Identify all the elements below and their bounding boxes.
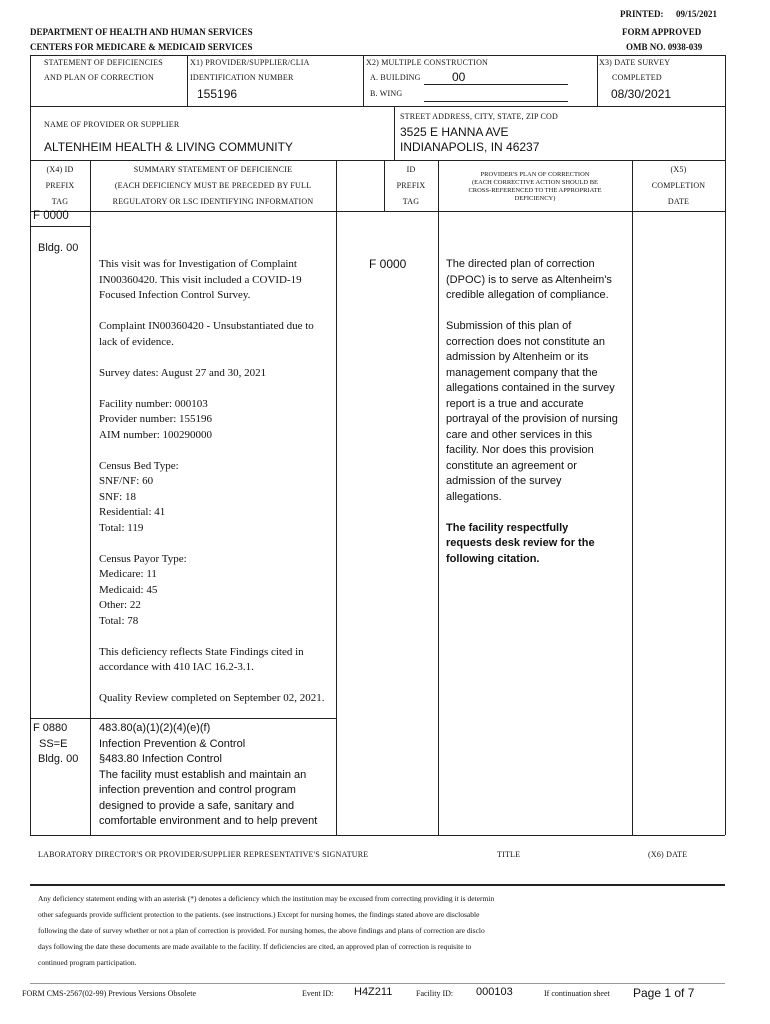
completed-label: COMPLETED bbox=[612, 73, 662, 82]
plan-line: correction does not constitute an bbox=[446, 335, 605, 348]
statement-label: STATEMENT OF DEFICIENCIES bbox=[44, 58, 163, 67]
plan-line: allegations contained in the survey bbox=[446, 382, 615, 394]
summary-line: SNF/NF: 60 bbox=[99, 475, 154, 487]
event-id-label: Event ID: bbox=[302, 989, 334, 998]
summary-statement bbox=[99, 257, 333, 707]
disclaimer-line: other safeguards provide sufficient protection to the patients. (see instructions.) Except for nursing homes, the findings stated above are disclosable bbox=[38, 910, 480, 919]
summary-header-2: (EACH DEFICIENCY MUST BE PRECEDED BY FULL bbox=[114, 181, 312, 190]
summary-line: Census Bed Type: bbox=[99, 459, 179, 472]
summary-line: Census Payor Type: bbox=[99, 552, 187, 565]
address-line2: INDIANAPOLIS, IN 46237 bbox=[400, 140, 540, 154]
department-title: DEPARTMENT OF HEALTH AND HUMAN SERVICES bbox=[30, 27, 253, 37]
census-payor-paragraph bbox=[99, 552, 333, 630]
id-tag-label: TAG bbox=[402, 197, 420, 206]
summary-line: infection prevention and control program bbox=[99, 784, 296, 796]
wing-label: B. WING bbox=[370, 89, 403, 98]
plan-line: allegations. bbox=[446, 490, 502, 503]
street-address-label: STREET ADDRESS, CITY, STATE, ZIP COD bbox=[400, 112, 558, 121]
plan-line: care and other services in this bbox=[446, 428, 593, 441]
date-survey-label: X3) DATE SURVEY bbox=[599, 58, 671, 67]
plan-header-4: DEFICIENCY) bbox=[514, 195, 556, 202]
summary-line: This visit was for Investigation of Complaint bbox=[99, 258, 297, 270]
bldg-tag-2: Bldg. 00 bbox=[38, 753, 79, 765]
summary-line: 483.80(a)(1)(2)(4)(e)(f) bbox=[99, 722, 211, 734]
printed-date: 09/15/2021 bbox=[676, 9, 718, 19]
identification-number-label: IDENTIFICATION NUMBER bbox=[190, 73, 294, 82]
id-tag-f0000: F 0000 bbox=[369, 257, 407, 271]
summary-line: comfortable environment and to help prevent bbox=[99, 815, 318, 827]
summary-line: Total: 119 bbox=[99, 521, 144, 534]
summary-line: Other: 22 bbox=[99, 599, 141, 611]
completion-date-label: DATE bbox=[667, 197, 690, 206]
summary-line: Facility number: 000103 bbox=[99, 397, 208, 410]
id-label: ID bbox=[406, 165, 416, 174]
plan-line: management company that the bbox=[446, 366, 598, 379]
summary-line: §483.80 Infection Control bbox=[99, 753, 222, 765]
multiple-construction-label: X2) MULTIPLE CONSTRUCTION bbox=[366, 58, 489, 67]
summary-line: Focused Infection Control Survey. bbox=[99, 289, 251, 301]
page-number: Page 1 of 7 bbox=[633, 986, 695, 1000]
continuation-label: If continuation sheet bbox=[544, 989, 610, 998]
plan-of-correction-label: AND PLAN OF CORRECTION bbox=[44, 73, 154, 82]
building-value: 00 bbox=[452, 70, 466, 84]
x4-id-label: (X4) ID bbox=[46, 165, 74, 174]
printed-label: PRINTED: bbox=[620, 9, 664, 19]
plan-line: report is a true and accurate bbox=[446, 397, 584, 410]
bldg-tag-1: Bldg. 00 bbox=[38, 242, 79, 254]
tag-f0000: F 0000 bbox=[33, 210, 69, 222]
x4-tag-label: TAG bbox=[51, 197, 69, 206]
disclaimer-line: Any deficiency statement ending with an asterisk (*) denotes a deficiency which the institution may be excused from correcting providing it is determin bbox=[38, 894, 495, 903]
x6-date-label: (X6) DATE bbox=[648, 850, 688, 859]
provider-name-value: ALTENHEIM HEALTH & LIVING COMMUNITY bbox=[44, 140, 293, 154]
summary-line: designed to provide a safe, sanitary and bbox=[99, 799, 295, 812]
summary-line: Medicaid: 45 bbox=[99, 583, 158, 596]
id-prefix-label: PREFIX bbox=[396, 181, 426, 190]
f0880-summary bbox=[99, 721, 335, 830]
plan-line: requests desk review for the bbox=[446, 537, 595, 549]
submission-paragraph bbox=[446, 319, 630, 505]
building-label: A. BUILDING bbox=[370, 73, 421, 82]
summary-line: accordance with 410 IAC 16.2-3.1. bbox=[99, 661, 254, 673]
plan-header-2: (EACH CORRECTIVE ACTION SHOULD BE bbox=[471, 179, 599, 186]
disclaimer bbox=[38, 891, 728, 971]
centers-title: CENTERS FOR MEDICARE & MEDICAID SERVICES bbox=[30, 42, 253, 52]
disclaimer-line: continued program participation. bbox=[38, 958, 137, 967]
summary-header-1: SUMMARY STATEMENT OF DEFICIENCIE bbox=[133, 165, 293, 174]
plan-line: The directed plan of correction bbox=[446, 258, 595, 270]
plan-header-1: PROVIDER'S PLAN OF CORRECTION bbox=[480, 171, 590, 178]
x4-prefix-label: PREFIX bbox=[45, 181, 75, 190]
summary-line: Quality Review completed on September 02, 2021. bbox=[99, 692, 325, 704]
facility-numbers-paragraph bbox=[99, 397, 333, 444]
facility-id-label: Facility ID: bbox=[416, 989, 454, 998]
form-approved: FORM APPROVED bbox=[622, 27, 702, 37]
summary-line: Residential: 41 bbox=[99, 506, 166, 518]
plan-line: (DPOC) is to serve as Altenheim's bbox=[446, 273, 612, 286]
plan-line: facility. Nor does this provision bbox=[446, 444, 594, 456]
census-bed-paragraph bbox=[99, 459, 333, 537]
plan-line: The facility respectfully bbox=[446, 521, 569, 534]
tag-ss-e: SS=E bbox=[39, 738, 68, 750]
plan-line: Submission of this plan of bbox=[446, 320, 572, 332]
summary-line: Complaint IN00360420 - Unsubstantiated due to bbox=[99, 320, 314, 332]
provider-number-value: 155196 bbox=[197, 87, 238, 101]
plan-line: following citation. bbox=[446, 552, 540, 565]
summary-line: Infection Prevention & Control bbox=[99, 737, 246, 750]
summary-line: lack of evidence. bbox=[99, 335, 174, 348]
summary-line: The facility must establish and maintain an bbox=[99, 768, 307, 781]
summary-line: Survey dates: August 27 and 30, 2021 bbox=[99, 366, 267, 379]
plan-of-correction bbox=[446, 257, 630, 567]
summary-line: Medicare: 11 bbox=[99, 568, 157, 580]
summary-line: IN00360420. This visit included a COVID-19 bbox=[99, 273, 302, 286]
summary-line: Total: 78 bbox=[99, 614, 139, 627]
facility-id-value: 000103 bbox=[476, 986, 513, 998]
summary-header-3: REGULATORY OR LSC IDENTIFYING INFORMATION bbox=[112, 197, 314, 206]
summary-line: SNF: 18 bbox=[99, 490, 136, 503]
provider-clia-label: X1) PROVIDER/SUPPLIER/CLIA bbox=[190, 58, 310, 67]
x5-label: (X5) bbox=[670, 165, 687, 174]
address-line1: 3525 E HANNA AVE bbox=[400, 125, 509, 139]
title-label: TITLE bbox=[497, 850, 521, 859]
director-signature-label: LABORATORY DIRECTOR'S OR PROVIDER/SUPPLIER REPRESENTATIVE'S SIGNATURE bbox=[38, 850, 369, 859]
dpoc-paragraph bbox=[446, 257, 630, 304]
state-findings-paragraph bbox=[99, 645, 333, 676]
summary-line: Provider number: 155196 bbox=[99, 413, 213, 425]
survey-dates-paragraph bbox=[99, 366, 333, 382]
quality-review-paragraph bbox=[99, 691, 333, 707]
plan-header-3: CROSS-REFERENCED TO THE APPROPRIATE bbox=[468, 187, 602, 194]
plan-line: portrayal of the provision of nursing bbox=[446, 413, 618, 425]
summary-line: This deficiency reflects State Findings cited in bbox=[99, 645, 304, 658]
omb-number: OMB NO. 0938-039 bbox=[626, 42, 703, 52]
plan-line: admission of the survey bbox=[446, 475, 562, 487]
disclaimer-line: days following the date these documents are made available to the facility. If deficiencies are cited, an approved plan of correction is requisite to bbox=[38, 942, 472, 951]
disclaimer-line: following the date of survey whether or not a plan of correction is provided. For nursing homes, the above findings and plans of correction are disclo bbox=[38, 926, 485, 935]
desk-review-paragraph bbox=[446, 521, 630, 568]
form-number: FORM CMS-2567(02-99) Previous Versions Obsolete bbox=[22, 989, 197, 998]
provider-name-label: NAME OF PROVIDER OR SUPPLIER bbox=[44, 120, 180, 129]
survey-date-value: 08/30/2021 bbox=[611, 87, 672, 101]
plan-line: admission by Altenheim or its bbox=[446, 351, 589, 363]
event-id-value: H4Z211 bbox=[354, 986, 393, 998]
tag-f0880: F 0880 bbox=[33, 722, 68, 734]
plan-line: constitute an agreement or bbox=[446, 459, 577, 472]
plan-header bbox=[438, 171, 632, 203]
completion-label: COMPLETION bbox=[651, 181, 706, 190]
summary-line: AIM number: 100290000 bbox=[99, 428, 213, 441]
visit-paragraph bbox=[99, 257, 333, 304]
complaint-paragraph bbox=[99, 319, 333, 350]
plan-line: credible allegation of compliance. bbox=[446, 289, 609, 301]
